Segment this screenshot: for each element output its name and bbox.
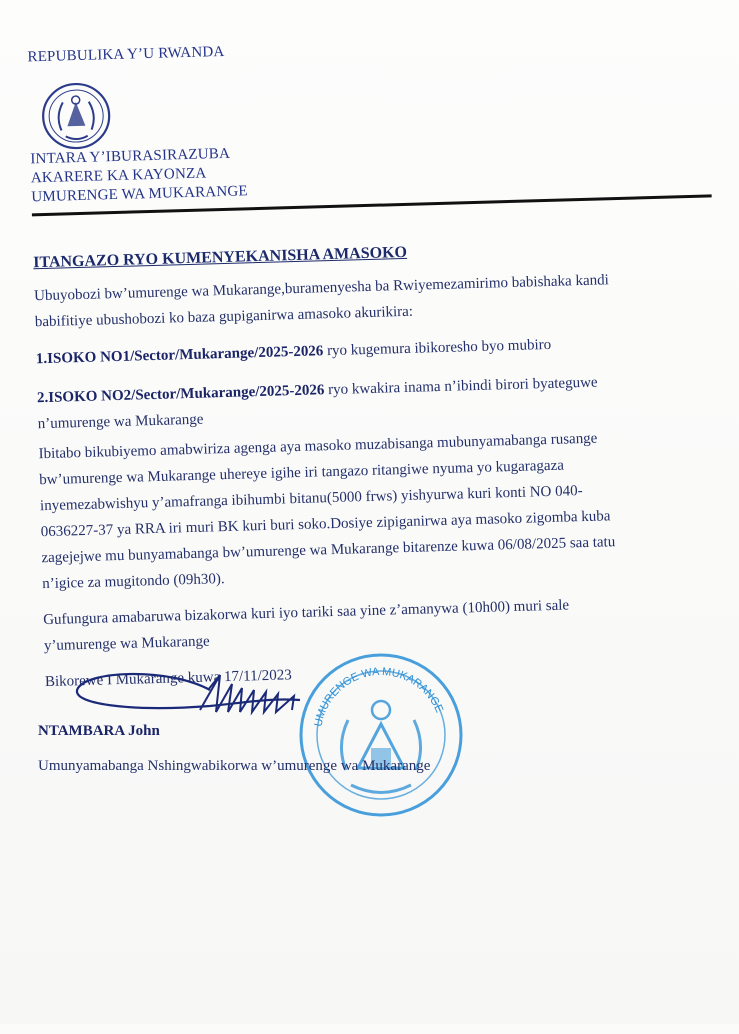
stamp-text: UMURENGE WA MUKARANGE (312, 665, 446, 728)
tender-reference: 2.ISOKO NO2/Sector/Mukarange/2025-2026 (36, 382, 325, 407)
notice-title: ITANGAZO RYO KUMENYEKANISHA AMASOKO (33, 243, 408, 272)
body-line: bw’umurenge wa Mukarange uhereye igihe iri tangazo ritangiwe nyuma yo kugaragaza (39, 457, 565, 489)
official-stamp (296, 650, 466, 820)
opening-line: Gufungura amabaruwa bizakorwa kuri iyo tariki saa yine z’amanywa (10h00) muri sale (43, 597, 570, 629)
province-heading: INTARA Y’IBURASIRAZUBA (30, 145, 231, 168)
intro-paragraph (34, 265, 705, 336)
tender-reference: 1.ISOKO NO1/Sector/Mukarange/2025-2026 (35, 343, 324, 368)
body-line: n’igice za mugitondo (09h30). (41, 571, 225, 593)
tender-item-1 (36, 328, 706, 373)
sector-heading: UMURENGE WA MUKARANGE (31, 183, 248, 206)
republic-heading: REPUBULIKA Y’U RWANDA (27, 43, 225, 66)
body-line: 0636227-37 ya RRA iri muri BK kuri buri soko.Dosiye zipiganirwa aya masoko zigomba kuba (40, 508, 611, 541)
signatory-role: Umunyamabanga Nshingwabikorwa w’umurenge wa Mukarange (38, 758, 431, 774)
tender-description: ryo kwakira inama n’ibindi birori byateguwe (324, 374, 598, 399)
body-line: Ibitabo bikubiyemo amabwiriza agenga aya masoko muzabisanga mubunyamabanga rusange (38, 430, 598, 463)
intro-line: Ubuyobozi bw’umurenge wa Mukarange,buramenyesha ba Rwiyemezamirimo babishaka kandi (33, 272, 610, 305)
body-line: zagejejwe mu bunyamabanga bw’umurenge wa Mukarange bitarenze kuwa 06/08/2025 saa tatu (41, 534, 616, 567)
rwanda-emblem-icon (36, 79, 116, 153)
place-date: Bikorewe I Mukarange kuwa 17/11/2023 (44, 667, 292, 691)
intro-line: babifitiye ubushobozi ko baza gupiganirwa amasoko akurikira: (34, 303, 414, 331)
handwritten-signature (70, 660, 330, 730)
district-heading: AKARERE KA KAYONZA (30, 165, 207, 187)
opening-line: y’umurenge wa Mukarange (43, 633, 210, 655)
opening-paragraph (43, 588, 714, 659)
body-paragraph (38, 423, 712, 598)
body-line: inyemezabwishyu y’amafranga ibihumbi bitanu(5000 frws) yishyurwa kuri konti NO 040- (39, 483, 583, 515)
signatory-name: NTAMBARA John (38, 723, 160, 739)
tender-description: ryo kugemura ibikoresho byo mubiro (323, 336, 552, 360)
tender-description-continued: n’umurenge wa Mukarange (37, 411, 204, 433)
